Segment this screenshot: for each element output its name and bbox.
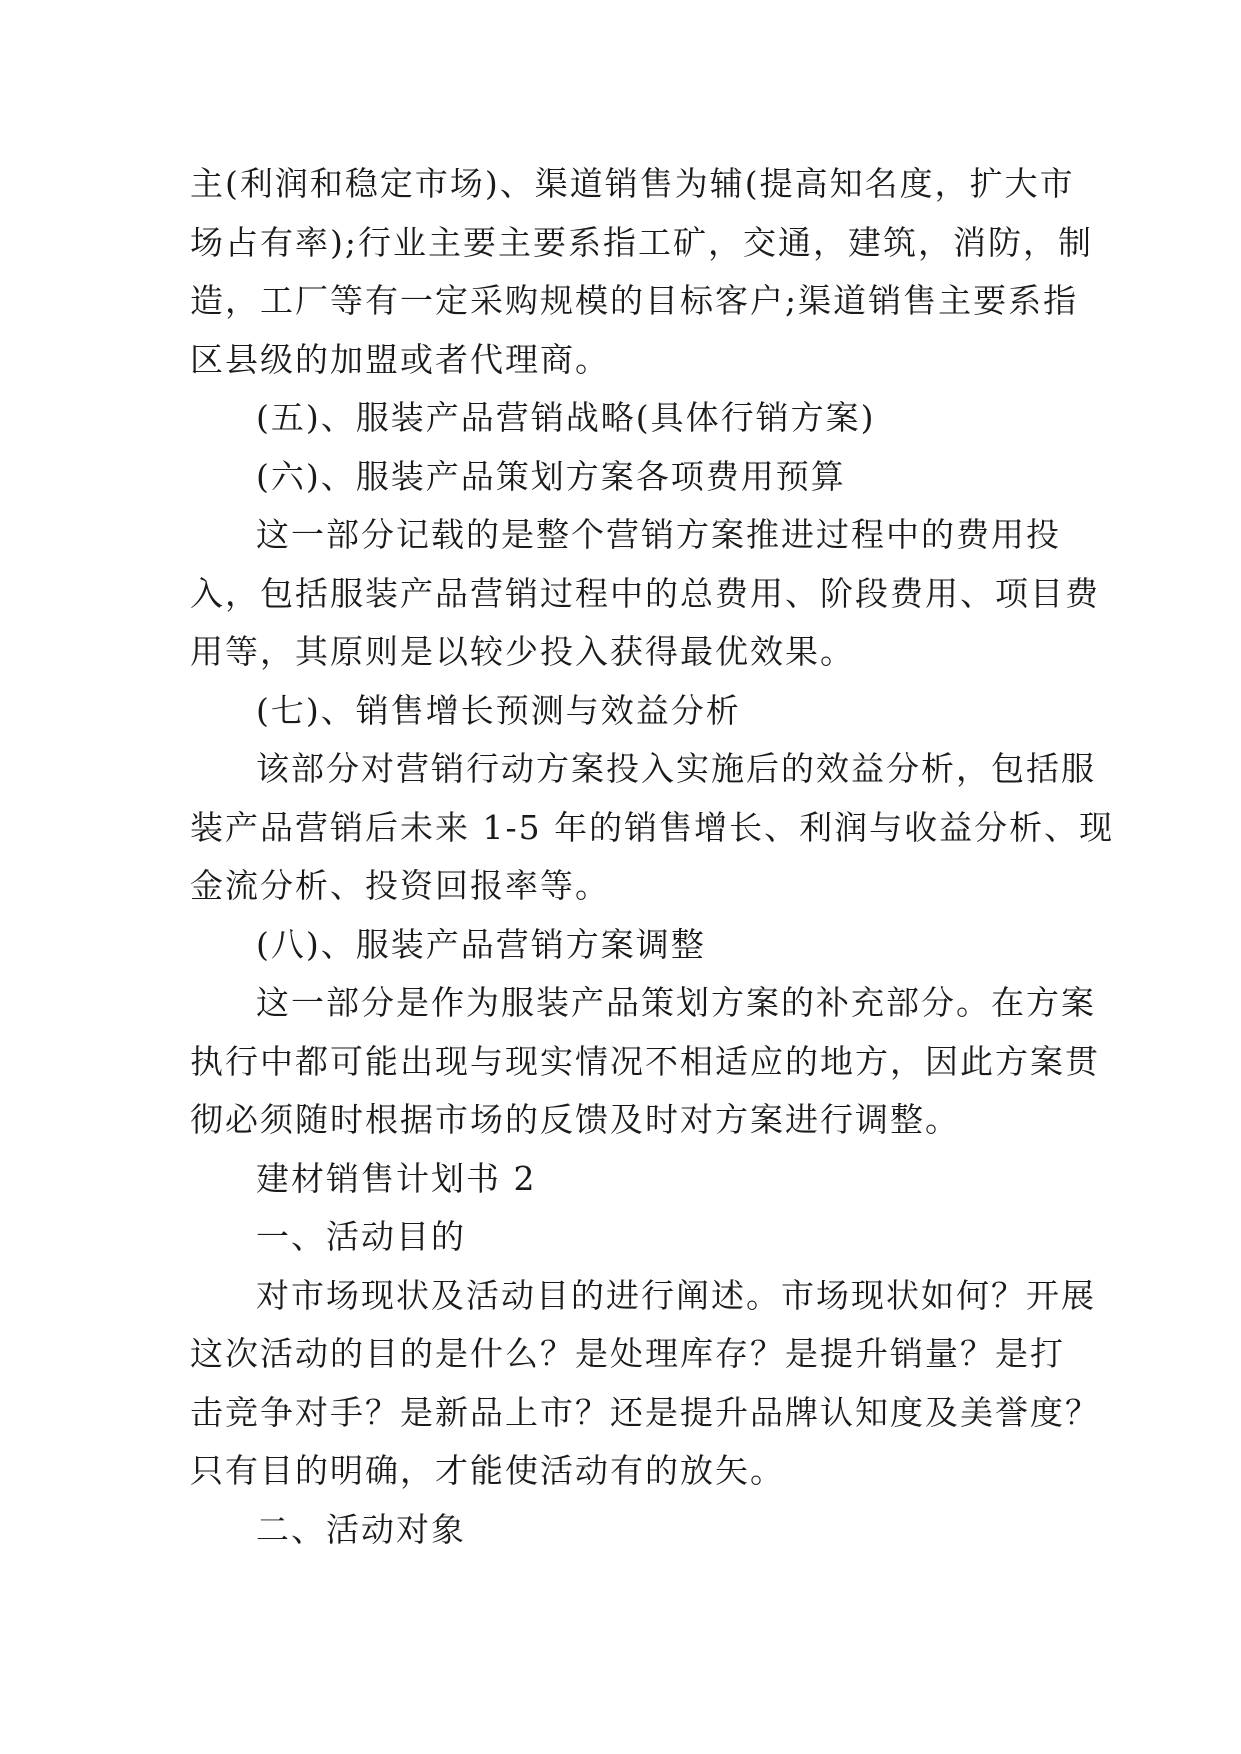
document-body (190, 155, 1115, 1559)
section-heading-5: (五)、服装产品营销战略(具体行销方案) (256, 398, 876, 437)
text-line: 该部分对营销行动方案投入实施后的效益分析，包括服 (256, 749, 1096, 788)
text-line: 造，工厂等有一定采购规模的目标客户;渠道销售主要系指 (190, 281, 1079, 320)
text-line: 这次活动的目的是什么？是处理库存？是提升销量？是打 (190, 1334, 1065, 1373)
text-line: 区县级的加盟或者代理商。 (190, 339, 610, 379)
text-line: 金流分析、投资回报率等。 (190, 866, 610, 905)
section-heading-8: (八)、服装产品营销方案调整 (256, 924, 706, 964)
section-heading-6: (六)、服装产品策划方案各项费用预算 (256, 456, 846, 496)
section-heading-7: (七)、销售增长预测与效益分析 (256, 690, 741, 730)
text-line: 只有目的明确，才能使活动有的放矢。 (190, 1451, 785, 1490)
text-line: 彻必须随时根据市场的反馈及时对方案进行调整。 (190, 1100, 960, 1139)
text-line: 用等，其原则是以较少投入获得最优效果。 (190, 632, 855, 671)
text-line: 这一部分是作为服装产品策划方案的补充部分。在方案 (256, 983, 1096, 1022)
text-line: 主(利润和稳定市场)、渠道销售为辅(提高知名度，扩大市 (190, 164, 1075, 203)
text-line: 击竞争对手？是新品上市？还是提升品牌认知度及美誉度？ (190, 1392, 1100, 1432)
section-heading-1: 一、活动目的 (256, 1217, 466, 1256)
text-line: 装产品营销后未来 1-5 年的销售增长、利润与收益分析、现 (190, 807, 1115, 847)
text-line: 执行中都可能出现与现实情况不相适应的地方，因此方案贯 (190, 1041, 1100, 1081)
text-line: 这一部分记载的是整个营销方案推进过程中的费用投 (256, 515, 1061, 554)
text-line: 入，包括服装产品营销过程中的总费用、阶段费用、项目费 (190, 573, 1100, 613)
text-line: 场占有率);行业主要主要系指工矿，交通，建筑，消防，制 (190, 222, 1093, 262)
document-subtitle: 建材销售计划书 2 (256, 1158, 537, 1198)
section-heading-2: 二、活动对象 (256, 1509, 466, 1549)
text-line: 对市场现状及活动目的进行阐述。市场现状如何？开展 (256, 1275, 1096, 1315)
